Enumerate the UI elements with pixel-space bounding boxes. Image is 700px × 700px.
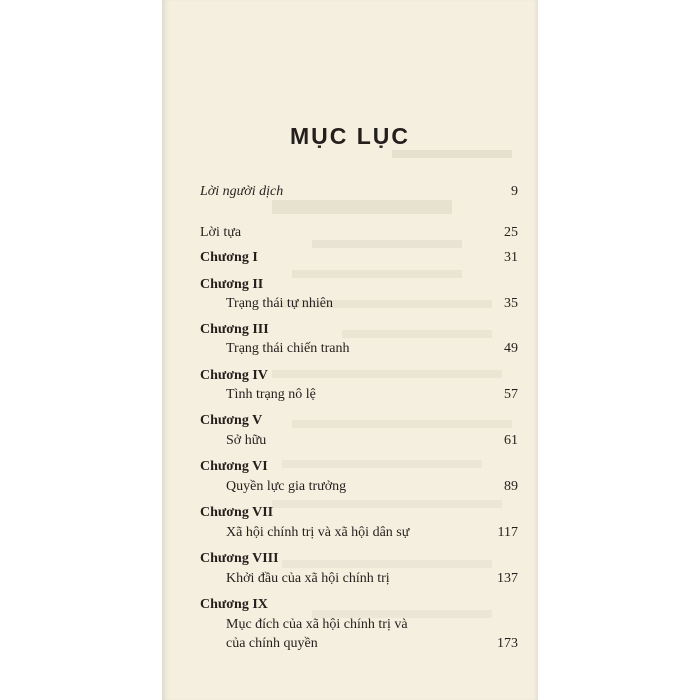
toc-entry-label: Tình trạng nô lệ bbox=[226, 387, 316, 402]
toc-chapter-label: Chương IX bbox=[200, 597, 268, 612]
toc-chapter-label: Chương III bbox=[200, 322, 269, 337]
toc-chapter-8 bbox=[200, 551, 518, 567]
toc-chapter-label: Chương IV bbox=[200, 368, 268, 383]
toc-entry-label: của chính quyền bbox=[226, 636, 318, 651]
toc-entry-label: Lời người dịch bbox=[200, 184, 284, 199]
toc-entry-state-of-war bbox=[200, 341, 518, 357]
toc-chapter-7 bbox=[200, 505, 518, 521]
toc-entry-translator-note bbox=[200, 184, 518, 200]
toc-chapter-5 bbox=[200, 413, 518, 429]
toc-chapter-label: Chương I bbox=[200, 250, 258, 265]
toc-entry-beginning-of-society bbox=[200, 571, 518, 587]
toc-entry-page: 61 bbox=[504, 433, 518, 448]
toc-entry-political-society bbox=[200, 525, 518, 541]
toc-chapter-2 bbox=[200, 277, 518, 293]
toc-entry-label: Sở hữu bbox=[226, 433, 267, 448]
toc-entry-label: Trạng thái chiến tranh bbox=[226, 341, 350, 356]
toc-entry-page: 25 bbox=[504, 225, 518, 240]
toc-entry-preface bbox=[200, 225, 518, 241]
toc-chapter-9 bbox=[200, 597, 518, 613]
toc-entry-state-of-nature bbox=[200, 296, 518, 312]
toc-chapter-1 bbox=[200, 250, 518, 266]
toc-entry-page: 9 bbox=[511, 184, 518, 199]
toc-entry-label: Mục đích của xã hội chính trị và bbox=[226, 617, 408, 632]
toc-chapter-label: Chương V bbox=[200, 413, 263, 428]
toc-chapter-4 bbox=[200, 368, 518, 384]
toc-entry-property bbox=[200, 433, 518, 449]
toc-entry-page: 35 bbox=[504, 296, 518, 311]
toc-entry-paternal-power bbox=[200, 479, 518, 495]
toc-entry-label: Xã hội chính trị và xã hội dân sự bbox=[226, 525, 410, 540]
table-of-contents bbox=[162, 0, 538, 700]
toc-chapter-6 bbox=[200, 459, 518, 475]
toc-chapter-label: Chương VII bbox=[200, 505, 274, 520]
toc-entry-page: 49 bbox=[504, 341, 518, 356]
toc-chapter-label: Chương VI bbox=[200, 459, 268, 474]
toc-entry-ends-of-society-line1 bbox=[200, 617, 518, 633]
toc-entry-label: Quyền lực gia trưởng bbox=[226, 479, 347, 494]
page-title: MỤC LỤC bbox=[289, 123, 411, 149]
toc-entry-page: 117 bbox=[497, 525, 518, 540]
toc-entry-page: 31 bbox=[504, 250, 518, 265]
toc-chapter-3 bbox=[200, 322, 518, 338]
toc-chapter-label: Chương VIII bbox=[200, 551, 279, 566]
toc-entry-ends-of-society-line2 bbox=[200, 636, 518, 652]
toc-entry-label: Khởi đầu của xã hội chính trị bbox=[226, 571, 390, 586]
toc-entry-label: Lời tựa bbox=[200, 225, 242, 240]
toc-entry-page: 89 bbox=[504, 479, 518, 494]
toc-entry-slavery bbox=[200, 387, 518, 403]
toc-entry-page: 57 bbox=[504, 387, 518, 402]
toc-entry-page: 173 bbox=[497, 636, 518, 651]
toc-entry-label: Trạng thái tự nhiên bbox=[226, 296, 334, 311]
toc-entry-page: 137 bbox=[497, 571, 518, 586]
book-page bbox=[162, 0, 538, 700]
toc-chapter-label: Chương II bbox=[200, 277, 264, 292]
